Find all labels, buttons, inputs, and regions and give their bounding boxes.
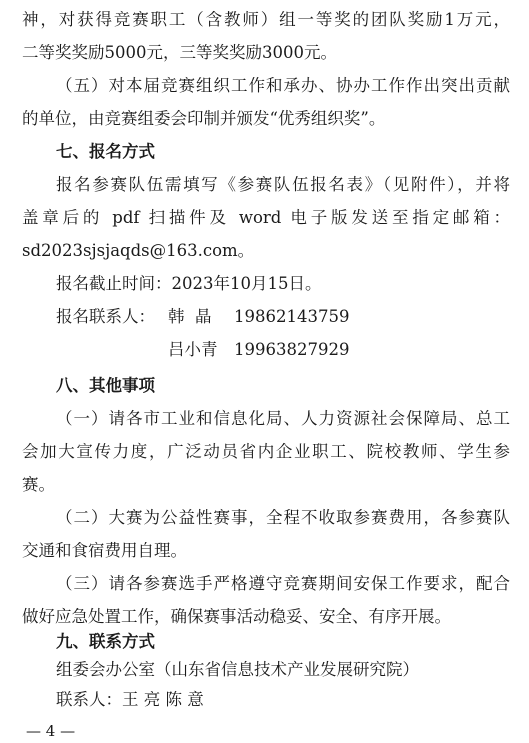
paragraph-line: 交通和食宿费用自理。 xyxy=(22,541,187,560)
section-heading-8: 八、其他事项 xyxy=(56,376,155,395)
paragraph-line: （五）对本届竞赛组织工作和承办、协办工作作出突出贡献 xyxy=(56,76,510,95)
office-line: 组委会办公室（山东省信息技术产业发展研究院） xyxy=(56,660,419,679)
paragraph-line: （三）请各参赛选手严格遵守竞赛期间安保工作要求，配合 xyxy=(56,574,510,593)
section-heading-9: 九、联系方式 xyxy=(56,632,155,651)
contact-name: 吕小青 xyxy=(168,340,218,359)
contact-row-2 xyxy=(56,340,510,360)
paragraph-line: 二等奖奖励5000元，三等奖奖励3000元。 xyxy=(22,43,337,62)
contact-row-1 xyxy=(56,307,510,327)
paragraph-line: 盖章后的 pdf 扫描件及 word 电子版发送至指定邮箱： xyxy=(22,208,510,227)
paragraph-line: 赛。 xyxy=(22,475,55,494)
contact-persons-line: 联系人：王 亮 陈 意 xyxy=(56,690,204,709)
section-heading-7: 七、报名方式 xyxy=(56,142,155,161)
contact-name: 韩 晶 xyxy=(168,307,212,326)
contact-label: 报名联系人： xyxy=(56,307,155,326)
email-address: sd2023sjsjaqds@163.com。 xyxy=(22,241,255,260)
paragraph-line: 会加大宣传力度，广泛动员省内企业职工、院校教师、学生参 xyxy=(22,442,510,461)
paragraph-line: （二）大赛为公益性赛事，全程不收取参赛费用，各参赛队 xyxy=(56,508,510,527)
paragraph-line: 报名参赛队伍需填写《参赛队伍报名表》（见附件），并将 xyxy=(56,175,510,194)
paragraph-line: 的单位，由竞赛组委会印制并颁发“优秀组织奖”。 xyxy=(22,109,386,128)
contact-phone: 19963827929 xyxy=(234,340,350,359)
contact-phone: 19862143759 xyxy=(234,307,350,326)
page-number: — 4 — xyxy=(26,722,76,740)
deadline-line: 报名截止时间：2023年10月15日。 xyxy=(56,274,322,293)
paragraph-line: （一）请各市工业和信息化局、人力资源社会保障局、总工 xyxy=(56,409,510,428)
paragraph-line: 神，对获得竞赛职工（含教师）组一等奖的团队奖励1万元， xyxy=(22,10,510,29)
paragraph-line: 做好应急处置工作，确保赛事活动稳妥、安全、有序开展。 xyxy=(22,607,451,626)
